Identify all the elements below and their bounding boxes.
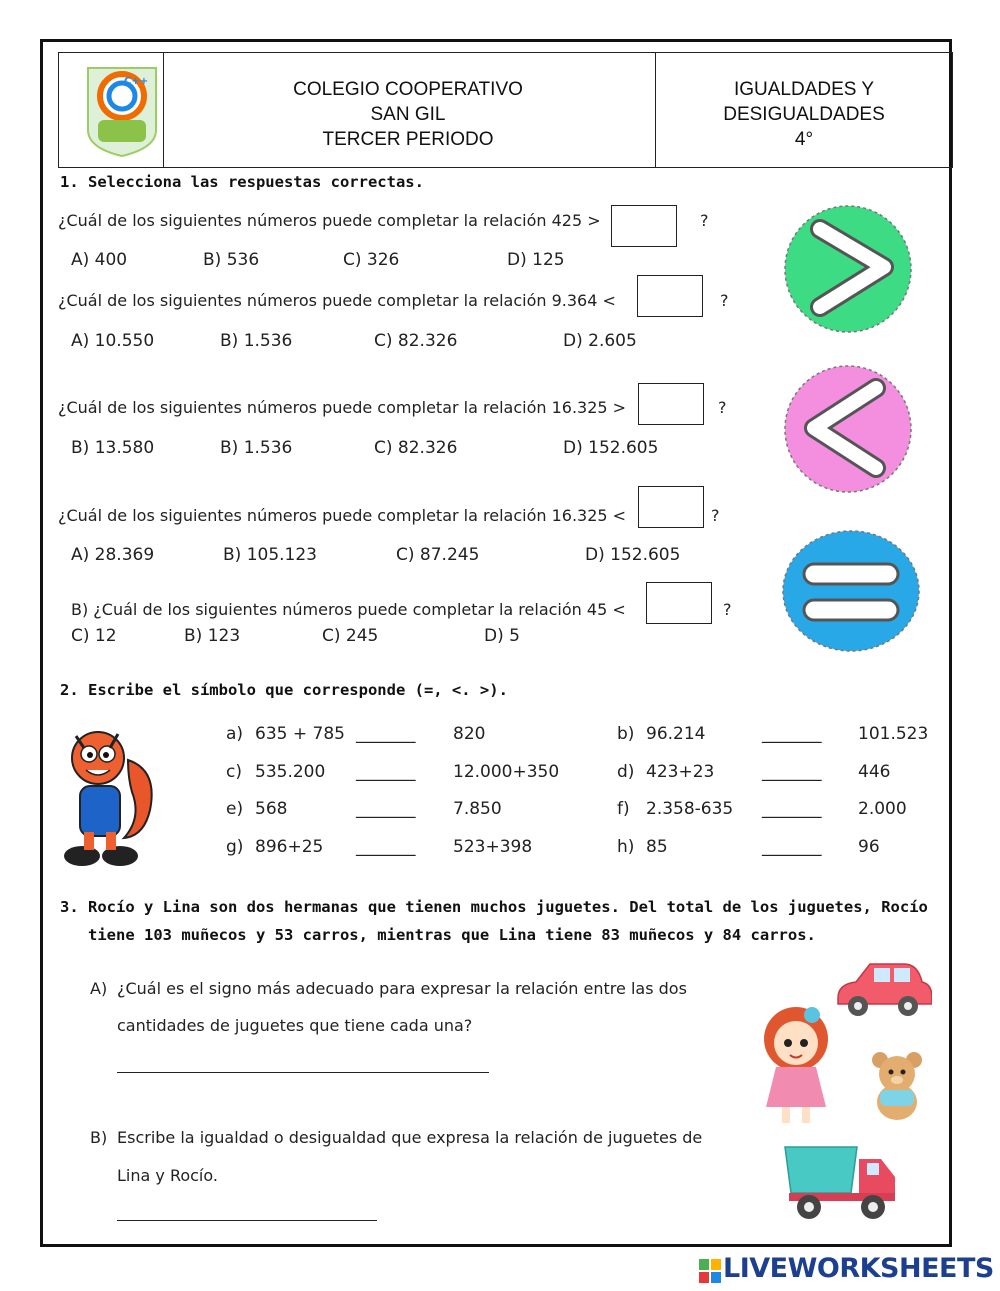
question-1-answer-box[interactable]	[611, 205, 677, 247]
school-line-1: COLEGIO COOPERATIVO	[293, 79, 523, 100]
question-3-text: ¿Cuál de los siguientes números puede completar la relación 16.325 >	[58, 398, 627, 417]
question-2-text: ¿Cuál de los siguientes números puede completar la relación 9.364 <	[58, 291, 616, 310]
item-label: b)	[617, 724, 635, 744]
item-left: 423+23	[646, 762, 715, 782]
question-b-line-1: Escribe la igualdad o desigualdad que expresa la relación de juguetes de	[117, 1128, 703, 1147]
option-c[interactable]: C) 82.326	[374, 438, 458, 458]
question-a-line-1: ¿Cuál es el signo más adecuado para expresar la relación entre las dos	[117, 979, 687, 998]
item-label: e)	[226, 799, 244, 819]
symbol-blank[interactable]: _______	[356, 799, 416, 819]
section-2-title: 2. Escribe el símbolo que corresponde (=, <. >).	[60, 681, 508, 699]
question-b-line-2: Lina y Rocío.	[117, 1166, 218, 1185]
item-left: 85	[646, 837, 668, 857]
question-4-answer-box[interactable]	[638, 486, 704, 528]
topic-line-1: IGUALDADES Y	[733, 79, 875, 100]
symbol-blank[interactable]: _______	[762, 724, 822, 744]
equals-token[interactable]	[780, 528, 922, 654]
question-mark: ?	[718, 398, 727, 417]
question-mark: ?	[711, 506, 720, 525]
question-mark: ?	[700, 211, 709, 230]
symbol-blank[interactable]: _______	[762, 799, 822, 819]
answer-b-input[interactable]	[117, 1220, 377, 1221]
symbol-blank[interactable]: _______	[356, 762, 416, 782]
question-b-label: B)	[90, 1128, 108, 1147]
option-b[interactable]: B) 1.536	[220, 438, 293, 458]
answer-a-input[interactable]	[117, 1072, 489, 1073]
option-a[interactable]: A) 28.369	[71, 545, 155, 565]
doll-image	[752, 1003, 840, 1125]
item-label: d)	[617, 762, 635, 782]
question-mark: ?	[720, 291, 729, 310]
item-label: h)	[617, 837, 635, 857]
topic-line-2: DESIGUALDADES	[723, 104, 885, 125]
grade-label: 4°	[794, 129, 814, 150]
option-a[interactable]: C) 12	[71, 626, 117, 646]
item-left: 96.214	[646, 724, 706, 744]
question-4-text: ¿Cuál de los siguientes números puede completar la relación 16.325 <	[58, 506, 627, 525]
option-c[interactable]: C) 326	[343, 250, 400, 270]
school-name	[162, 77, 654, 152]
item-right: 446	[858, 762, 891, 782]
less-than-token[interactable]	[782, 362, 914, 496]
teddy-bear-image	[866, 1050, 928, 1122]
item-right: 96	[858, 837, 880, 857]
question-a-label: A)	[90, 979, 108, 998]
squirrel-mascot-image	[58, 720, 158, 870]
question-5-answer-box[interactable]	[646, 582, 712, 624]
item-left: 635 + 785	[255, 724, 345, 744]
option-d[interactable]: D) 152.605	[585, 545, 681, 565]
item-left: 896+25	[255, 837, 324, 857]
item-left: 568	[255, 799, 288, 819]
item-right: 7.850	[453, 799, 502, 819]
question-a-line-2: cantidades de juguetes que tiene cada una?	[117, 1016, 473, 1035]
option-b[interactable]: B) 105.123	[223, 545, 317, 565]
section-3-title-line-1: 3. Rocío y Lina son dos hermanas que tienen muchos juguetes. Del total de los juguetes, Rocío	[60, 898, 928, 916]
item-right: 2.000	[858, 799, 907, 819]
option-c[interactable]: C) 87.245	[396, 545, 480, 565]
school-line-2: SAN GIL	[370, 104, 446, 125]
option-d[interactable]: D) 152.605	[563, 438, 659, 458]
question-3-answer-box[interactable]	[638, 383, 704, 425]
symbol-blank[interactable]: _______	[356, 724, 416, 744]
section-3-title-line-2: tiene 103 muñecos y 53 carros, mientras que Lina tiene 83 muñecos y 84 carros.	[88, 926, 816, 944]
item-label: c)	[226, 762, 242, 782]
school-logo	[82, 62, 162, 158]
question-mark: ?	[723, 600, 732, 619]
option-d[interactable]: D) 125	[507, 250, 565, 270]
option-d[interactable]: D) 2.605	[563, 331, 637, 351]
greater-than-token[interactable]	[780, 203, 916, 335]
liveworksheets-brand[interactable]: LIVEWORKSHEETS	[723, 1253, 994, 1284]
option-a[interactable]: A) 10.550	[71, 331, 155, 351]
option-b[interactable]: B) 536	[203, 250, 260, 270]
item-left: 2.358-635	[646, 799, 734, 819]
toy-truck-image	[783, 1137, 899, 1221]
option-a[interactable]: A) 400	[71, 250, 128, 270]
option-d[interactable]: D) 5	[484, 626, 520, 646]
symbol-blank[interactable]: _______	[762, 837, 822, 857]
option-a[interactable]: B) 13.580	[71, 438, 155, 458]
item-label: f)	[617, 799, 630, 819]
item-label: g)	[226, 837, 244, 857]
symbol-blank[interactable]: _______	[762, 762, 822, 782]
question-2-answer-box[interactable]	[637, 275, 703, 317]
question-1-text: ¿Cuál de los siguientes números puede completar la relación 425 >	[58, 211, 601, 230]
option-c[interactable]: C) 245	[322, 626, 379, 646]
toy-car-image	[832, 958, 932, 1020]
item-right: 523+398	[453, 837, 533, 857]
school-line-3: TERCER PERIODO	[322, 129, 494, 150]
section-1-title: 1. Selecciona las respuestas correctas.	[60, 173, 424, 191]
item-right: 101.523	[858, 724, 929, 744]
liveworksheets-logo-icon	[699, 1259, 721, 1283]
item-right: 820	[453, 724, 486, 744]
item-label: a)	[226, 724, 244, 744]
option-b[interactable]: B) 1.536	[220, 331, 293, 351]
worksheet-topic	[655, 77, 953, 152]
logo-label: C++	[124, 76, 149, 87]
item-left: 535.200	[255, 762, 326, 782]
symbol-blank[interactable]: _______	[356, 837, 416, 857]
item-right: 12.000+350	[453, 762, 560, 782]
question-5-text: B) ¿Cuál de los siguientes números puede completar la relación 45 <	[71, 600, 626, 619]
option-b[interactable]: B) 123	[184, 626, 241, 646]
option-c[interactable]: C) 82.326	[374, 331, 458, 351]
